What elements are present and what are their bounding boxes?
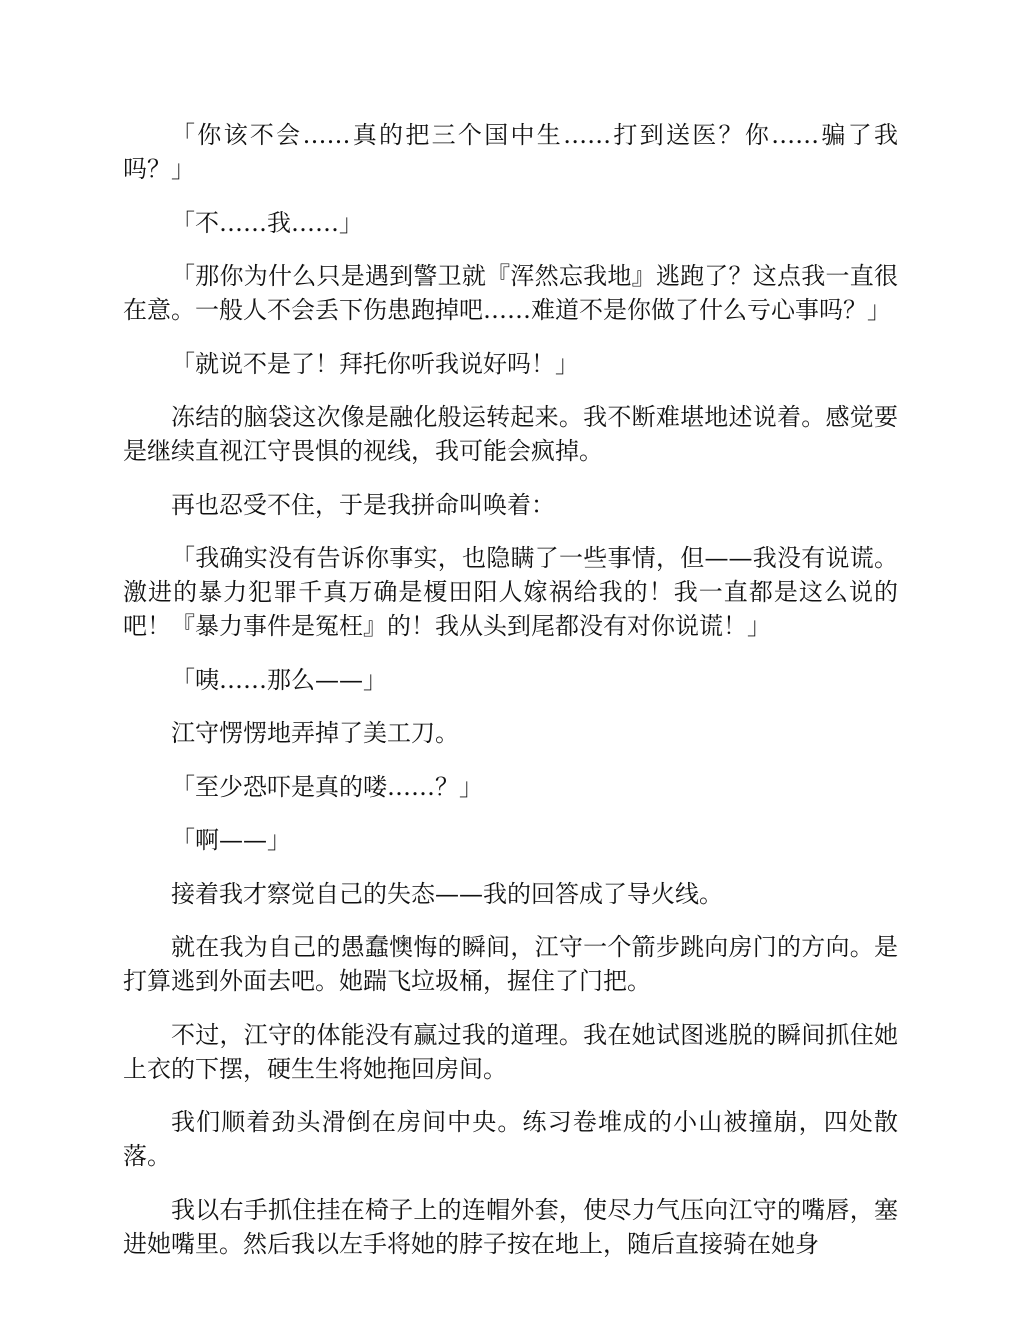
paragraph: 江守愣愣地弄掉了美工刀。 bbox=[171, 719, 459, 747]
paragraph: 「不……我……」 bbox=[171, 208, 363, 237]
paragraph: 「就说不是了！拜托你听我说好吗！」 bbox=[171, 349, 579, 378]
paragraph: 再也忍受不住，于是我拼命叫唤着： bbox=[171, 490, 555, 519]
document-page bbox=[123, 118, 898, 1280]
paragraph: 就在我为自己的愚蠢懊悔的瞬间，江守一个箭步跳向房门的方向。是打算逃到外面去吧。她踹飞垃圾桶，握住了门把。 bbox=[123, 933, 898, 995]
paragraph: 「咦……那么——」 bbox=[171, 665, 387, 694]
paragraph: 「那你为什么只是遇到警卫就『浑然忘我地』逃跑了？这点我一直很在意。一般人不会丢下伤患跑掉吧……难道不是你做了什么亏心事吗？」 bbox=[123, 262, 898, 324]
paragraph: 「啊——」 bbox=[171, 826, 291, 854]
paragraph: 我们顺着劲头滑倒在房间中央。练习卷堆成的小山被撞崩，四处散落。 bbox=[123, 1108, 898, 1170]
paragraph: 「你该不会……真的把三个国中生……打到送医？你……骗了我吗？」 bbox=[123, 121, 898, 183]
paragraph: 不过，江守的体能没有赢过我的道理。我在她试图逃脱的瞬间抓住她上衣的下摆，硬生生将她拖回房间。 bbox=[123, 1020, 898, 1083]
paragraph: 接着我才察觉自己的失态——我的回答成了导火线。 bbox=[171, 879, 723, 908]
paragraph: 我以右手抓住挂在椅子上的连帽外套，使尽力气压向江守的嘴唇，塞进她嘴里。然后我以左手将她的脖子按在地上，随后直接骑在她身 bbox=[123, 1195, 898, 1258]
paragraph: 「至少恐吓是真的喽……？」 bbox=[171, 772, 483, 801]
paragraph: 冻结的脑袋这次像是融化般运转起来。我不断难堪地述说着。感觉要是继续直视江守畏惧的视线，我可能会疯掉。 bbox=[123, 403, 898, 465]
paragraph: 「我确实没有告诉你事实，也隐瞒了一些事情，但——我没有说谎。激进的暴力犯罪千真万确是榎田阳人嫁祸给我的！我一直都是这么说的吧！『暴力事件是冤枉』的！我从头到尾都没有对你说谎！」 bbox=[123, 544, 898, 640]
